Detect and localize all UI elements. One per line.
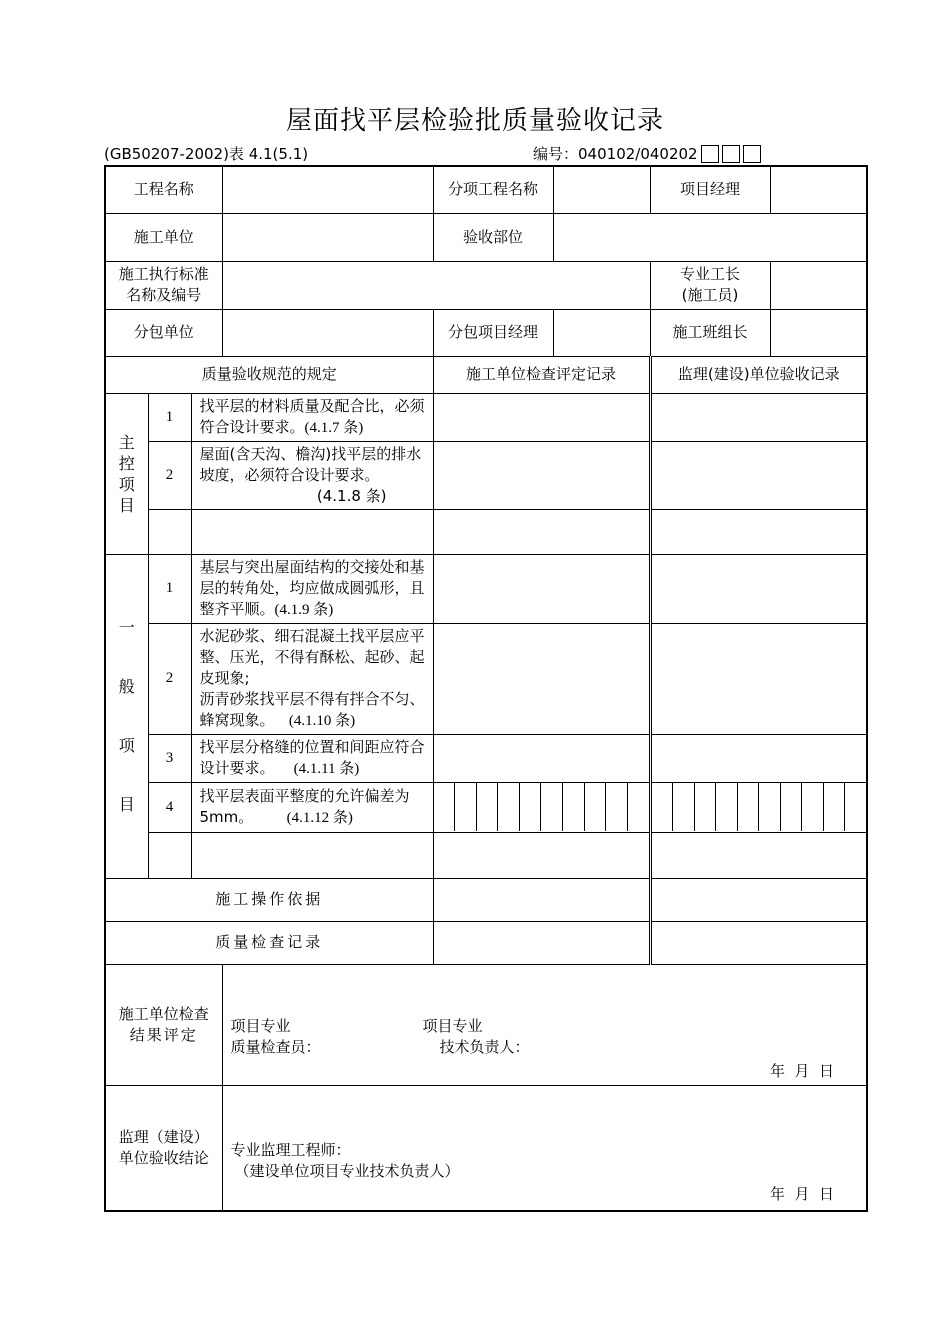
technical-lead-line1: 项目专业: [422, 1016, 483, 1035]
measurement-cell[interactable]: [781, 783, 803, 831]
record-number-label: 编号：: [533, 145, 579, 163]
inspection-form-table: [104, 165, 868, 1212]
foreman-field[interactable]: [770, 261, 867, 309]
project-name-label: 工程名称: [105, 166, 222, 213]
general-item-text: [191, 734, 433, 782]
general-item-row-blank: [105, 832, 867, 878]
standard-label: [105, 261, 222, 309]
general-item-clause: (4.1.12 条): [286, 809, 353, 826]
main-item-number-blank[interactable]: [148, 509, 191, 554]
general-item-description: 基层与突出屋面结构的交接处和基层的转角处，均应做成圆弧形，且整齐平顺。: [199, 557, 425, 618]
contractor-eval-row: [105, 964, 867, 1085]
general-item-clause: (4.1.9 条): [274, 601, 334, 618]
measurement-cell[interactable]: [738, 783, 760, 831]
quality-record-supervisor-cell[interactable]: [650, 921, 867, 964]
flatness-contractor-grid: [433, 782, 650, 832]
contractor-column-header: 施工单位检查评定记录: [433, 356, 650, 393]
main-item-number: 1: [148, 393, 191, 441]
general-item-row-1: [105, 554, 867, 623]
page-title: 屋面找平层检验批质量验收记录: [285, 106, 664, 136]
main-control-label: [105, 393, 148, 554]
standard-label-line1: 施工执行标准: [118, 265, 209, 283]
main-item-clause: (4.1.8 条): [316, 486, 387, 505]
acceptance-part-field[interactable]: [553, 213, 867, 261]
project-name-field[interactable]: [222, 166, 433, 213]
basis-row: [105, 878, 867, 921]
main-item-description: 屋面(含天沟、檐沟)找平层的排水坡度，必须符合设计要求。: [199, 444, 422, 484]
general-item-contractor-cell[interactable]: [433, 554, 650, 623]
basis-supervisor-cell[interactable]: [650, 878, 867, 921]
construction-unit-label: 施工单位: [105, 213, 222, 261]
number-box-3[interactable]: [743, 145, 761, 163]
standard-field[interactable]: [222, 261, 650, 309]
measurement-cell[interactable]: [824, 783, 846, 831]
column-header-row: [105, 356, 867, 393]
quality-record-row: [105, 921, 867, 964]
subcontract-unit-label: 分包单位: [105, 309, 222, 356]
measurement-cell[interactable]: [477, 783, 499, 831]
sub-project-name-field[interactable]: [553, 166, 650, 213]
owner-tech-lead-label: （建设单位项目专业技术负责人）: [234, 1161, 460, 1180]
measurement-cell[interactable]: [628, 783, 649, 831]
measurement-cell[interactable]: [520, 783, 542, 831]
supervising-engineer: [231, 1140, 460, 1182]
main-item-contractor-cell[interactable]: [433, 441, 650, 509]
construction-unit-field[interactable]: [222, 213, 433, 261]
supervisor-eval-row: [105, 1085, 867, 1211]
header-row-4: [105, 309, 867, 356]
general-char-2: 般: [118, 677, 135, 696]
quality-inspector-line1: 项目专业: [230, 1016, 291, 1035]
contractor-eval-label-line1: 施工单位检查: [118, 1004, 209, 1023]
standard-label-line2: 名称及编号: [126, 286, 202, 304]
main-item-supervisor-cell[interactable]: [650, 393, 867, 441]
record-number-value: 040102/040202: [578, 144, 698, 163]
measurement-cell[interactable]: [455, 783, 477, 831]
subcontract-unit-field[interactable]: [222, 309, 433, 356]
general-char-3: 项: [118, 736, 135, 755]
general-item-contractor-cell[interactable]: [433, 734, 650, 782]
subcontract-manager-field[interactable]: [553, 309, 650, 356]
main-item-number: 2: [148, 441, 191, 509]
general-item-number: 3: [148, 734, 191, 782]
header-row-1: [105, 166, 867, 213]
measurement-cell[interactable]: [434, 783, 456, 831]
general-item-description-2: 沥青砂浆找平层不得有拌合不匀、蜂窝现象。: [199, 689, 425, 729]
general-item-number: 1: [148, 554, 191, 623]
supervising-engineer-label: 专业监理工程师：: [230, 1140, 351, 1159]
supervisor-eval-label-line2: 单位验收结论: [118, 1148, 209, 1167]
general-item-number-blank[interactable]: [148, 832, 191, 878]
foreman-label-line2: (施工员): [681, 286, 739, 304]
measurement-cell[interactable]: [695, 783, 717, 831]
technical-lead: [423, 1016, 530, 1058]
general-item-supervisor-cell[interactable]: [650, 623, 867, 734]
main-item-supervisor-blank[interactable]: [650, 509, 867, 554]
measurement-cell[interactable]: [673, 783, 695, 831]
general-item-clause: (4.1.10 条): [288, 712, 356, 729]
general-item-text-blank[interactable]: [191, 832, 433, 878]
supervisor-column-header: 监理(建设)单位验收记录: [650, 356, 867, 393]
general-item-text: [191, 782, 433, 832]
project-manager-label: 项目经理: [650, 166, 770, 213]
main-item-text-blank[interactable]: [191, 509, 433, 554]
basis-label: 施工操作依据: [105, 878, 433, 921]
main-item-supervisor-cell[interactable]: [650, 441, 867, 509]
supervisor-signature-area: [223, 1086, 867, 1210]
general-item-contractor-blank[interactable]: [433, 832, 650, 878]
flatness-supervisor-grid: [650, 782, 867, 832]
measurement-cell[interactable]: [652, 783, 674, 831]
supervisor-eval-signature: [222, 1085, 867, 1211]
general-item-supervisor-cell[interactable]: [650, 554, 867, 623]
team-leader-label: 施工班组长: [650, 309, 770, 356]
contractor-signature-area: [223, 965, 867, 1085]
supervisor-date: 年 月 日: [769, 1184, 835, 1203]
main-control-char-1: 主: [118, 432, 135, 452]
general-item-text: [191, 623, 433, 734]
measurement-cell[interactable]: [541, 783, 563, 831]
general-item-description: 水泥砂浆、细石混凝土找平层应平整、压光，不得有酥松、起砂、起皮现象;: [199, 626, 425, 687]
subcontract-manager-label: 分包项目经理: [433, 309, 553, 356]
sub-project-name-label: 分项工程名称: [433, 166, 553, 213]
general-item-supervisor-blank[interactable]: [650, 832, 867, 878]
main-control-char-4: 目: [118, 495, 135, 515]
general-char-4: 目: [118, 795, 135, 814]
general-item-row-3: [105, 734, 867, 782]
main-control-char-3: 项: [118, 474, 135, 494]
contractor-eval-signature: [222, 964, 867, 1085]
contractor-eval-label-line2: 结果评定: [129, 1025, 198, 1044]
team-leader-field[interactable]: [770, 309, 867, 356]
number-box-2[interactable]: [722, 145, 740, 163]
project-manager-field[interactable]: [770, 166, 867, 213]
general-item-clause: (4.1.11 条): [293, 760, 360, 777]
general-item-contractor-cell[interactable]: [433, 623, 650, 734]
quality-inspector: [231, 1016, 321, 1058]
supervisor-eval-label-line1: 监理（建设）: [118, 1127, 209, 1146]
main-control-char-2: 控: [118, 453, 135, 473]
measurement-cell[interactable]: [498, 783, 520, 831]
foreman-label: [650, 261, 770, 309]
basis-contractor-cell[interactable]: [433, 878, 650, 921]
spec-column-header: 质量验收规范的规定: [105, 356, 433, 393]
general-label: [105, 554, 148, 878]
main-item-row-blank: [105, 509, 867, 554]
quality-record-contractor-cell[interactable]: [433, 921, 650, 964]
general-item-number: 4: [148, 782, 191, 832]
measurement-cell[interactable]: [845, 783, 866, 831]
contractor-eval-label: [105, 964, 222, 1085]
general-item-row-2: [105, 623, 867, 734]
contractor-date: 年 月 日: [769, 1061, 835, 1080]
supervisor-eval-label: [105, 1085, 222, 1211]
standard-reference: (GB50207-2002)表 4.1(5.1): [104, 145, 309, 163]
record-number: [533, 143, 761, 164]
measurement-cell[interactable]: [716, 783, 738, 831]
general-item-row-4: [105, 782, 867, 832]
main-item-contractor-cell[interactable]: [433, 393, 650, 441]
measurement-cell[interactable]: [759, 783, 781, 831]
main-item-contractor-blank[interactable]: [433, 509, 650, 554]
technical-lead-line2: 技术负责人：: [439, 1037, 530, 1056]
general-item-supervisor-cell[interactable]: [650, 734, 867, 782]
header-row-2: [105, 213, 867, 261]
general-item-description: 找平层分格缝的位置和间距应符合设计要求。: [199, 737, 425, 777]
header-row-3: [105, 261, 867, 309]
main-item-text: [191, 441, 433, 509]
quality-record-label: 质量检查记录: [105, 921, 433, 964]
measurement-cell[interactable]: [606, 783, 628, 831]
measurement-grid: [434, 783, 649, 831]
measurement-cell[interactable]: [802, 783, 824, 831]
main-item-row-1: [105, 393, 867, 441]
general-char-1: 一: [118, 618, 135, 637]
general-item-number: 2: [148, 623, 191, 734]
main-item-clause: (4.1.7 条): [304, 419, 364, 436]
measurement-cell[interactable]: [563, 783, 585, 831]
main-item-description: 找平层的材料质量及配合比，必须符合设计要求。: [199, 396, 425, 436]
general-item-text: [191, 554, 433, 623]
quality-inspector-line2: 质量检查员：: [230, 1037, 321, 1056]
measurement-cell[interactable]: [585, 783, 607, 831]
number-box-1[interactable]: [701, 145, 719, 163]
foreman-label-line1: 专业工长: [680, 265, 741, 283]
acceptance-part-label: 验收部位: [433, 213, 553, 261]
measurement-grid: [652, 783, 867, 831]
general-item-description: 找平层表面平整度的允许偏差为 5mm。: [199, 786, 410, 826]
main-item-text: [191, 393, 433, 441]
main-item-row-2: [105, 441, 867, 509]
